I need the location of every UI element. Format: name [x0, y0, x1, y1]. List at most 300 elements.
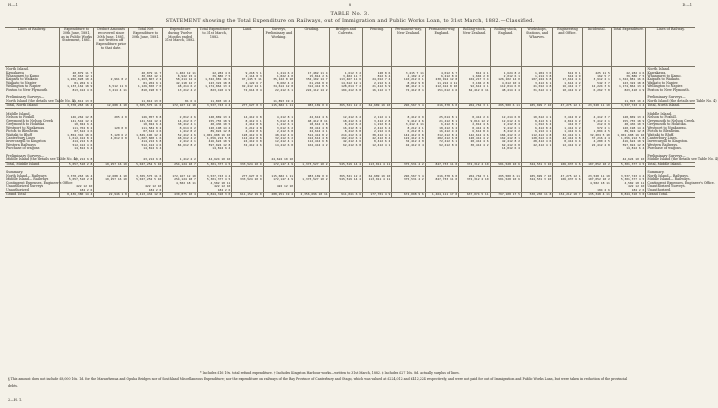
table-cell: 4,582 18 11	[611, 182, 646, 185]
table-cell: 30,963 12 1	[128, 75, 163, 78]
table-cell: 113,011 4 11	[363, 178, 392, 181]
table-cell: 813,412 4 6	[59, 89, 94, 92]
table-cell: 333,524 10 9	[232, 162, 263, 166]
table-cell: 16,412 4 2	[425, 130, 458, 133]
table-cell: 141,542 12 2	[59, 120, 94, 123]
table-cell: 288,251 19 4	[263, 193, 294, 197]
table-cell: 111,584 8 2	[128, 127, 163, 130]
table-cell: 1,849,196 12 4	[128, 134, 163, 137]
table-cell: 8,412 6 2	[363, 140, 392, 143]
table-cell: 4,212 8 1	[263, 116, 294, 119]
col-header: Bridges and Culverts.	[329, 28, 362, 67]
table-cell: Waitaki to Bluff	[6, 132, 32, 137]
col-header: Fencing.	[363, 28, 392, 67]
table-cell: 21,412 6 9	[363, 85, 392, 88]
table-cell: 972 2 1	[582, 127, 611, 130]
table-cell: 62,412 6 8	[329, 144, 362, 147]
table-cell: 545,519 14 4	[329, 162, 362, 166]
table-cell: 128 8 6	[363, 72, 392, 75]
table-cell: 812 4 1	[459, 72, 490, 75]
table-cell: 1,612,412 8 2	[59, 137, 94, 140]
table-cell: 4,012 6 7	[425, 72, 458, 75]
table-cell: 148,869 13 2	[611, 116, 646, 119]
table-cell: 6,212 4 1	[521, 130, 552, 133]
table-cell: 172,167 12 10	[163, 175, 198, 178]
table-cell: 113,011 4 11	[363, 162, 392, 166]
footnote-3: debts.	[8, 384, 18, 388]
table-cell: 11,893 19 4	[611, 100, 646, 104]
table-cell: 42,118 12 7	[163, 82, 198, 85]
table-cell: 42,412 4 6	[329, 140, 362, 143]
table-cell: Summary.	[6, 170, 24, 175]
table-cell: 21,412 8 1	[425, 120, 458, 123]
page-footer-number: 2—H. 1.	[8, 398, 23, 402]
table-cell: Purchase of wagons.	[646, 147, 695, 150]
table-cell: 1,614 4 2	[553, 82, 582, 85]
table-cell: 205 4 0	[94, 116, 129, 119]
table-cell: 3,378,263 16 4	[59, 175, 94, 178]
table-cell: 22,412 4 8	[582, 144, 611, 147]
table-cell: 1,126,650 7 0	[128, 85, 163, 88]
table-cell: Total, Middle Island.	[646, 162, 695, 166]
table-cell: 12,412 4 1	[263, 140, 294, 143]
col-header: Permanent-way, England.	[425, 28, 458, 67]
col-header: Land.	[232, 28, 263, 67]
col-header: Rolling-stock, England.	[490, 28, 521, 67]
table-cell: 17,482 11 4	[295, 72, 330, 75]
table-cell: 115,682 1 11	[263, 104, 294, 108]
table-cell: 146,262 12 8	[59, 116, 94, 119]
table-cell: 47,275 12 1	[553, 104, 582, 108]
table-cell: 35,122 8 10	[263, 78, 294, 81]
table-cell: 32,412 4 6	[232, 144, 263, 147]
table-cell: 148,869 13 2	[197, 116, 232, 119]
table-cell: 8,436,380 14 4	[59, 193, 94, 197]
table-cell: 597,024 12 8	[197, 144, 232, 147]
table-cell: 113,467 11 6	[329, 78, 362, 81]
table-cell: 115,682 1 11	[263, 175, 294, 178]
table-cell: 3,537,743 4 4	[197, 104, 232, 108]
table-cell: 8,412 4 8	[459, 127, 490, 130]
table-cell: 123,322 18 8	[611, 82, 646, 85]
table-cell: 352,102 14 7	[295, 78, 330, 81]
table-cell: Grand Total.	[646, 193, 695, 197]
table-cell: 430,875 10 4	[163, 193, 198, 197]
table-cell: 177,701 4 9	[363, 193, 392, 197]
table-cell: 501,528 10 6	[490, 178, 521, 181]
table-cell: 1,174,864 13 2	[197, 85, 232, 88]
table-cell: 2,212 6 4	[363, 82, 392, 85]
table-cell: 11,893 19 4	[263, 100, 294, 104]
table-cell: 14,812 6 4	[490, 147, 521, 150]
table-cell: Kaipara to Waikato.	[646, 78, 695, 81]
table-cell: Unauthorized	[6, 187, 29, 192]
table-cell: 5,057,510 2 8	[59, 178, 94, 181]
table-cell: 43,212 6 8	[59, 158, 94, 162]
table-cell: 672,098 9 6	[392, 193, 425, 197]
table-cell: 296,567 5 4	[392, 175, 425, 178]
table-cell: North Island (the details see Table No. 4)	[647, 98, 717, 103]
table-cell: 112,412 6 8	[295, 140, 330, 143]
table-cell: 42,412 8 2	[490, 140, 521, 143]
table-cell: 295,580 6 11	[490, 175, 521, 178]
table-cell: 142,412 6 8	[392, 134, 425, 137]
table-cell: Nelson to Foxhill	[6, 115, 35, 120]
table-cell: Waikato to Napier.	[646, 82, 695, 85]
table-cell: 11,212 4 11	[425, 82, 458, 85]
col-header: Permanent-way, New Zealand.	[392, 28, 425, 67]
table-cell: 501,528 10 6	[490, 162, 521, 166]
table-cell: 64,689 19 10	[363, 175, 392, 178]
table-cell: Unauthorized.	[646, 189, 695, 193]
table-cell: 142,612 4 6	[459, 134, 490, 137]
table-cell: 1,412 8 2	[163, 130, 198, 133]
table-cell: 92,412 14 1	[232, 85, 263, 88]
table-cell: 1,412 6 4	[553, 130, 582, 133]
table-cell: 37,216 4 4	[582, 137, 611, 140]
table-cell: 3,365,575 11 6	[128, 175, 163, 178]
table-cell: 312,412 8 5	[295, 85, 330, 88]
table-cell: 1,212 8 4	[363, 123, 392, 126]
table-cell: 2,212 4 6	[363, 130, 392, 133]
table-cell: North Island.	[6, 67, 29, 71]
table-cell: 277,627 8 3	[232, 104, 263, 108]
table-cell: 2,012 6 1	[490, 75, 521, 78]
table-cell: 3,537,743 4 4	[611, 104, 646, 108]
footnote-2: § This amount does not include £8,000 16s. 1d. for the Marawhenua and Opuha Bridges nor of Southland Miscellaneous Expenditure; nor the expenditure on railways of the Bay Province of Canterbury and Otago, which was valued at £224,012 and £412,224 respectively, and were not paid for out of Immigration and Public Works Loan, but were taken in reduction of the provincial	[8, 377, 628, 381]
table-cell: 9,014 12 2	[459, 120, 490, 123]
table-cell: Total, North Island	[5, 104, 59, 108]
table-cell: 184 2 6	[611, 189, 646, 193]
table-cell: 3,412 6 1	[521, 82, 552, 85]
table-cell: Summary.	[646, 170, 695, 175]
table-cell: Westport to Ngakawau	[6, 125, 45, 130]
table-cell: 425 11 5	[582, 72, 611, 75]
table-cell: 1,266,828 10 4	[59, 78, 94, 81]
table-cell: Whangarei to Kamo.	[646, 75, 695, 78]
table-cell: 545,519 14 4	[329, 178, 362, 181]
table-cell: 4,582 18 11	[582, 182, 611, 185]
table-cell: Preliminary Surveys—	[6, 153, 45, 158]
table-cell: 32,412 6 2	[263, 137, 294, 140]
table-cell: 42,412 4 1	[521, 144, 552, 147]
table-cell: 2,412 6 8	[263, 130, 294, 133]
table-cell: 15,814 2 6	[295, 75, 330, 78]
table-cell: 333,524 10 9	[232, 178, 263, 181]
table-cell: 1,412 4 2	[163, 158, 198, 162]
table-cell: 162,412 8 1	[490, 137, 521, 140]
table-cell: 422 12 10	[128, 185, 163, 188]
table-cell: 2,812 4 6	[163, 116, 198, 119]
table-cell: 104,217 3 4	[459, 78, 490, 81]
table-cell: 6,412 8 1	[425, 123, 458, 126]
table-cell: 375,531 4 2	[392, 178, 425, 181]
table-cell: 6,212 8 6	[425, 75, 458, 78]
table-cell: 1,174,864 13 2	[611, 85, 646, 88]
table-cell: Invercargill to Kingston	[6, 139, 46, 144]
table-cell: 416,624 10 9	[197, 140, 232, 143]
table-cell: Foxton to New Plymouth	[6, 87, 48, 92]
table-cell: 87,612 4 6	[128, 130, 163, 133]
table-cell: 48,414 2 4	[490, 89, 521, 92]
table-cell: 184 2 6	[197, 189, 232, 193]
table-cell: Greymouth to Hokitika	[6, 122, 45, 127]
table-cell: 184 2 6	[128, 189, 163, 193]
table-cell: 1,607,600 1 6	[128, 137, 163, 140]
table-cell: 5,412 2 1	[582, 120, 611, 123]
table-cell: 414,212 6 8	[128, 140, 163, 143]
table-cell: 8,412 6 2	[329, 123, 362, 126]
table-cell: 185,699 7 10	[521, 104, 552, 108]
table-cell: 43,212 6 8	[128, 158, 163, 162]
table-cell: 155,755 18 9	[197, 120, 232, 123]
table-cell: 2,114 8 3	[232, 75, 263, 78]
table-cell: 120 0 0	[94, 127, 129, 130]
table-cell: 1,412 6 1	[263, 123, 294, 126]
table-cell: 23,528 11 10	[582, 104, 611, 108]
table-cell: 22,946 1 8	[94, 193, 129, 197]
table-cell: 106,937 6 6	[553, 178, 582, 181]
table-cell: 5,047,252 5 10	[128, 178, 163, 181]
table-cell: Middle Island.	[646, 112, 695, 117]
table-cell: 3,402 11 7	[329, 75, 362, 78]
table-cell: 72,412 8 1	[392, 89, 425, 92]
table-cell: 10,257 16 10	[94, 178, 129, 181]
table-cell: 107,244 6 8	[521, 78, 552, 81]
table-cell: 2,412 6 4	[363, 127, 392, 130]
table-cell: 1,612 3 2	[329, 72, 362, 75]
table-cell: Unauthorized Surveys.	[646, 185, 695, 188]
table-cell: 1,854,316 18 6	[59, 134, 94, 137]
table-row	[5, 193, 695, 197]
table-cell: 6,512 11 9	[94, 85, 129, 88]
table-cell: 48,436 10 5	[611, 123, 646, 126]
table-cell: 12,214 6 8	[490, 116, 521, 119]
table-cell: 81,204 6 1	[59, 82, 94, 85]
table-cell: Middle Island— Railways.	[646, 178, 695, 181]
table-cell: 812 6 4	[363, 75, 392, 78]
table-cell: 89,024 12 8	[611, 130, 646, 133]
table-cell: 1,804 4 5	[582, 130, 611, 133]
table-cell: 24,412 6 8	[232, 140, 263, 143]
table-cell: 141,542 12 2	[128, 120, 163, 123]
table-cell: 8,412 6 2	[490, 130, 521, 133]
table-cell: 185,699 7 10	[521, 175, 552, 178]
table-cell: 48,212 4 6	[263, 134, 294, 137]
table-cell: 14,812 6 4	[59, 147, 94, 150]
table-cell: 1,373,527 10 2	[295, 178, 330, 181]
table-cell: Wellington to Napier.	[646, 85, 695, 88]
table-cell: Picton to Blenheim	[6, 129, 38, 134]
table-cell: 47,275 12 1	[553, 175, 582, 178]
col-header: Workshops, Stations, and Wharves.	[521, 28, 552, 67]
table-cell: 616,378 6 0	[425, 175, 458, 178]
table-cell: 983,169 0 9	[295, 175, 330, 178]
table-cell: 14,812 6 4	[197, 147, 232, 150]
table-cell: 4,412 8 6	[232, 130, 263, 133]
table-cell: 1,322,081 16 6	[197, 78, 232, 81]
table-cell: 8,614 6 2	[163, 127, 198, 130]
table-cell: 62,412 6 11	[459, 89, 490, 92]
table-cell: 48,612 4 2	[163, 137, 198, 140]
col-header: Surveys, Preliminary and Working.	[263, 28, 294, 67]
table-cell: 14,612 12 1	[329, 82, 362, 85]
table-cell: 14,812 6 4	[128, 147, 163, 150]
table-cell: 42,612 4 6	[295, 116, 330, 119]
table-cell: 64,689 19 10	[363, 104, 392, 108]
table-cell: 32,204 5 10	[582, 134, 611, 137]
table-cell: 3,378,263 16 4	[59, 104, 94, 108]
table-cell: 612 4 9	[553, 75, 582, 78]
table-cell: 5,301,377 4 5	[197, 162, 232, 166]
table-cell: 38,412 4 8	[295, 127, 330, 130]
table-cell: 1,822 4 0	[263, 75, 294, 78]
table-cell: Preliminary Surveys—	[646, 95, 695, 100]
table-cell: Western Railways	[6, 142, 36, 147]
table-cell: 3,104 2 8	[459, 82, 490, 85]
table-cell: 8,412 6 8	[329, 130, 362, 133]
table-cell: 312,412 8 4	[425, 134, 458, 137]
table-cell: Greymouth to Hokitika.	[646, 123, 695, 126]
table-cell: 10,412 6 2	[553, 89, 582, 92]
table-cell: Waikato to Napier	[6, 80, 37, 85]
col-header: Incidental.	[582, 28, 611, 67]
table-cell: 422 12 10	[263, 185, 294, 188]
table-cell: 3,214 4 11	[94, 89, 129, 92]
table-cell: 412,612 4 8	[295, 137, 330, 140]
table-cell: Total, North Island.	[646, 104, 695, 108]
table-cell: 1,624 8 2	[490, 72, 521, 75]
table-cell: Middle Island (the details see Table No. 4)	[6, 157, 77, 162]
table-cell: 2,961 8 2	[94, 78, 129, 81]
table-cell: 62,412 6 8	[490, 144, 521, 147]
table-cell: 6,612 8 4	[459, 130, 490, 133]
table-cell: 1,012 6 2	[521, 123, 552, 126]
table-cell: 212,414 8 10	[425, 85, 458, 88]
table-cell: 44,624 10 10	[611, 158, 646, 162]
table-cell: 5,301,377 4 5	[611, 162, 646, 166]
table-cell: 24,612 4 1	[295, 130, 330, 133]
table-cell: 92,612 4 1	[459, 85, 490, 88]
table-cell: Kawakawa.	[646, 72, 695, 75]
table-cell: 5,057,510 2 8	[59, 162, 94, 166]
table-cell: 254,124 18 7	[163, 178, 198, 181]
table-cell: 2,112 4 1	[363, 116, 392, 119]
table-cell: 12,688 4 10	[94, 175, 129, 178]
table-cell: 1,263,867 2 2	[128, 78, 163, 81]
table-cell: 32,412 6 1	[553, 134, 582, 137]
table-cell: 146,057 8 8	[128, 116, 163, 119]
table-cell: 8,412 6 4	[553, 140, 582, 143]
table-cell: Kawakawa	[6, 70, 24, 75]
table-cell: 911,041 6 6	[329, 193, 362, 197]
col-header: Engineering and Office.	[553, 28, 582, 67]
table-cell: Nelson to Foxhill.	[646, 116, 695, 119]
table-cell: 365,521 12 2	[329, 104, 362, 108]
table-cell: North Island— Railways	[6, 173, 47, 178]
table-cell: 295,580 6 11	[490, 104, 521, 108]
table-cell: Grand Total	[5, 193, 59, 197]
table-cell: 5,301,377 4 5	[611, 178, 646, 181]
table-cell: 823,410 4 9	[197, 89, 232, 92]
table-cell: 18,612 4 8	[295, 123, 330, 126]
table-cell: 611,152 19 0	[232, 193, 263, 197]
table-cell: 92,412 8 6	[425, 144, 458, 147]
table-cell: 14,412 6 8	[263, 144, 294, 147]
table-cell: 72,412 6 1	[425, 140, 458, 143]
table-cell: 122,412 4 6	[392, 137, 425, 140]
table-cell: 224,112 14 2	[295, 89, 330, 92]
table-cell: 106,937 6 6	[553, 162, 582, 166]
table-cell: 120,198 14 4	[611, 127, 646, 130]
table-cell: 11,812 13 0	[59, 100, 94, 104]
table-cell: Preliminary Surveys—	[6, 95, 45, 100]
table-cell: Middle Island— Railways	[6, 177, 49, 182]
table-cell: 12,412 4 1	[363, 144, 392, 147]
table-cell: 97,145 5 11	[232, 78, 263, 81]
table-cell: Western Railways.	[646, 144, 695, 147]
table-cell: 81 6 4	[163, 100, 198, 104]
table-cell: Purchase of wagons	[6, 146, 40, 151]
table-cell: 16,212 8 1	[329, 127, 362, 130]
table-cell: 162 5 7	[582, 75, 611, 78]
table-cell: 42,412 6 8	[553, 137, 582, 140]
table-cell: 8,602 4 2	[263, 82, 294, 85]
table-cell: 184 2 6	[59, 189, 94, 193]
table-cell: 126,102 14 0	[490, 78, 521, 81]
header-page-number: 8	[348, 3, 352, 7]
col-header: Lines of Railway.	[646, 28, 695, 67]
table-cell: 296,567 5 4	[392, 104, 425, 108]
table-cell: 5,612 4 8	[263, 120, 294, 123]
table-cell: 41,012 4 8	[521, 85, 552, 88]
table-cell: 3,537,743 4 4	[197, 175, 232, 178]
table-cell: 58,214 14 4	[163, 78, 198, 81]
table-cell: 28,412 4 6	[459, 140, 490, 143]
table-cell: 155,755 18 9	[611, 120, 646, 123]
table-cell: 44,624 10 10	[263, 158, 294, 162]
table-cell: 2,012 4 6	[459, 123, 490, 126]
table-cell: 375,531 4 2	[392, 162, 425, 166]
table-cell: 4,122 6 7	[232, 82, 263, 85]
table-cell: 40,879 11 7	[59, 72, 94, 75]
table-cell: 797,108 17 5	[490, 193, 521, 197]
table-cell: 128,412 4 2	[459, 137, 490, 140]
table-cell: 4,812 6 8	[94, 137, 129, 140]
table-cell: 1,901,608 16 10	[611, 134, 646, 137]
table-cell: 61,244 8 9	[295, 82, 330, 85]
table-cell: 48,436 10 5	[197, 123, 232, 126]
table-cell: 42,282 4 6	[197, 72, 232, 75]
table-cell: 32,412 4 8	[392, 140, 425, 143]
table-cell: 1,402 12 11	[163, 72, 198, 75]
table-cell: 11,812 13 0	[128, 100, 163, 104]
table-cell: Contingent Expenses, Engineer's Office.	[647, 180, 715, 185]
table-cell: 18,412 6 2	[425, 127, 458, 130]
table-cell: 1,464,111 17 0	[425, 193, 458, 197]
table-cell: 4,612 10 4	[490, 82, 521, 85]
table-number: TABLE No. 3.	[330, 11, 370, 17]
table-cell: 172,167 12 10	[163, 104, 198, 108]
table-cell: 112,814 6 0	[490, 85, 521, 88]
table-cell: 24,012 7 4	[363, 78, 392, 81]
table-cell: Waitaki to Bluff.	[646, 134, 695, 137]
table-cell: 89,024 12 8	[197, 130, 232, 133]
table-cell: Preliminary Surveys—	[646, 154, 695, 159]
table-cell: 40,879 11 7	[128, 72, 163, 75]
table-cell: 39,886 7 5	[611, 75, 646, 78]
table-cell: 31,612 4 1	[521, 89, 552, 92]
